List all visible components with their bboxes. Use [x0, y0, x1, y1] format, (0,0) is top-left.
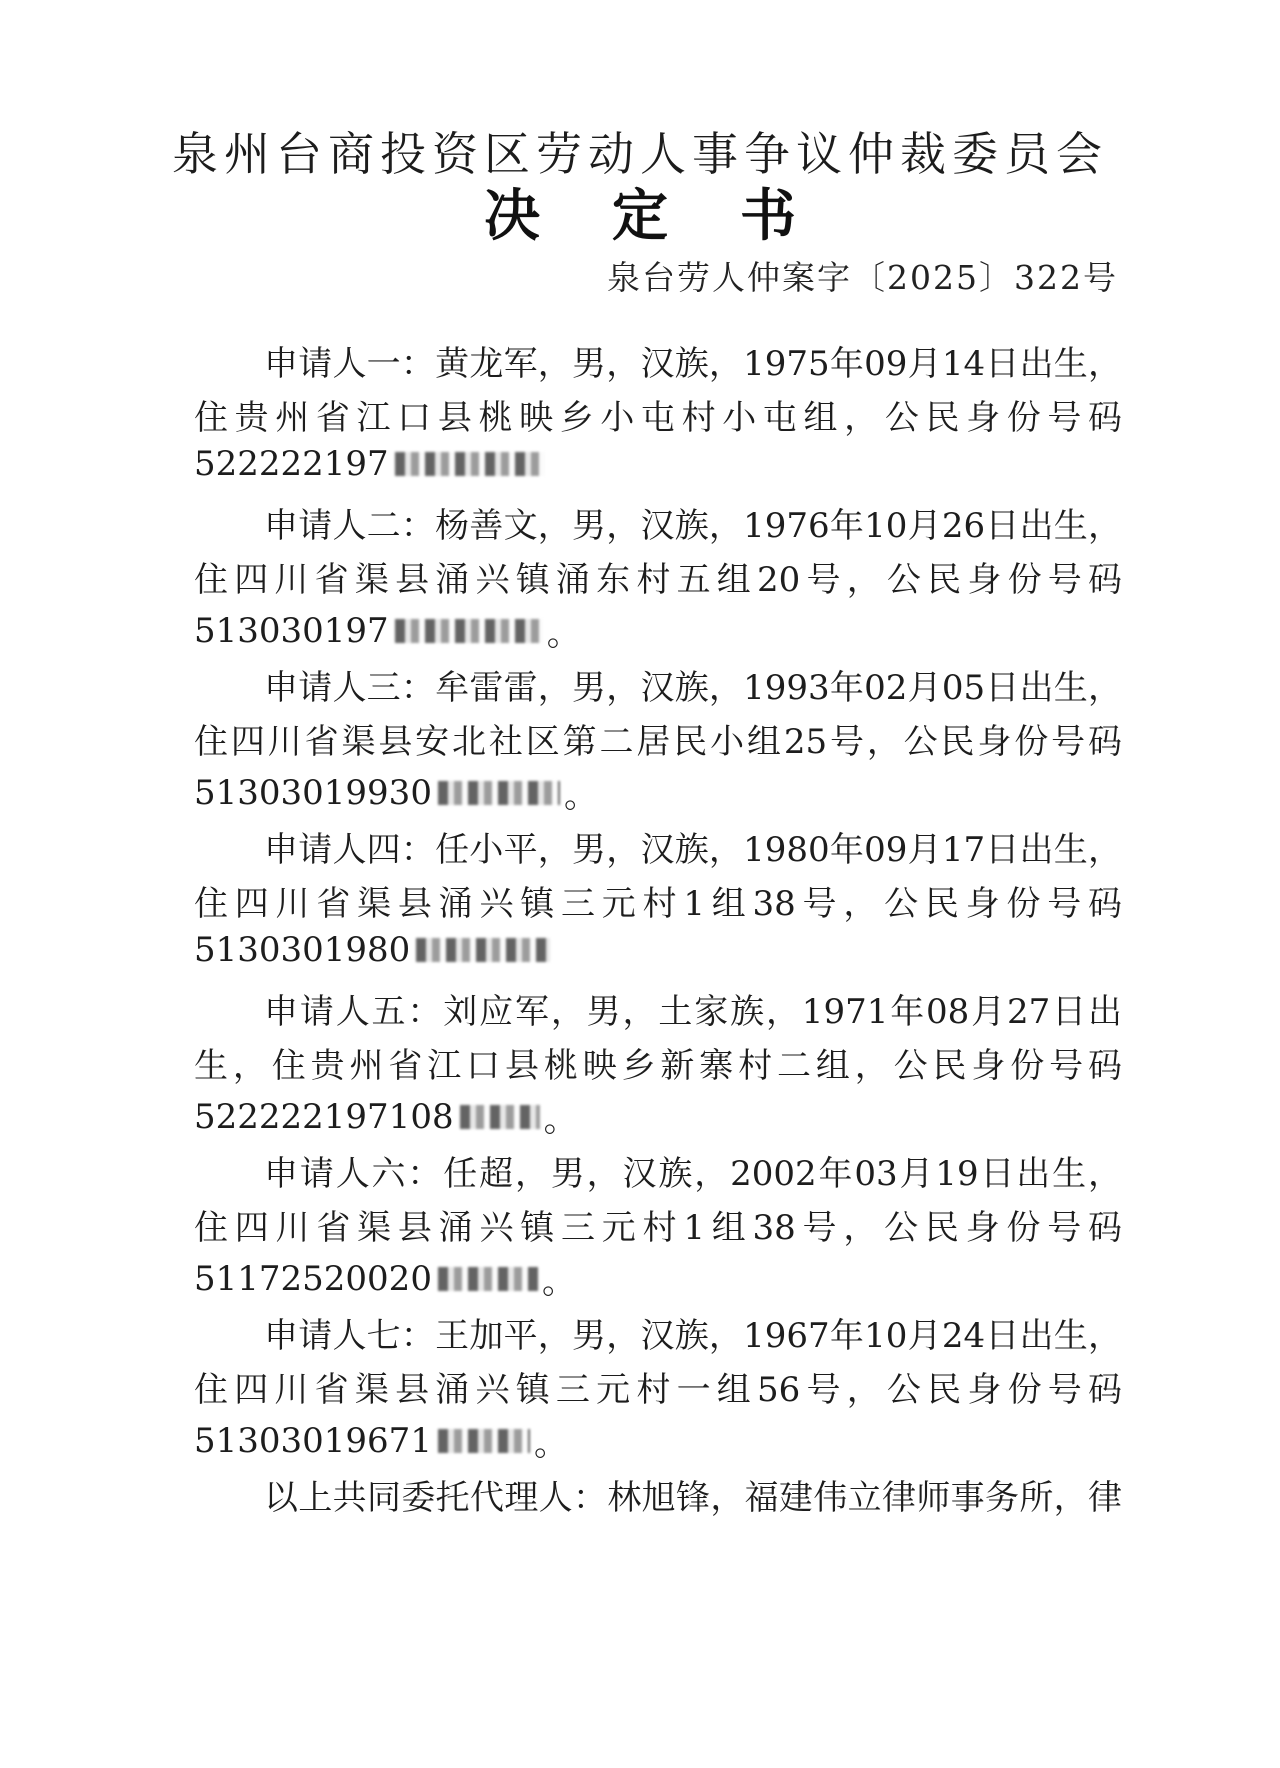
applicant-7-id-end: 。: [533, 1424, 568, 1464]
applicant-2-id-visible: 513030197: [194, 610, 389, 651]
applicant-4-id: [194, 930, 554, 970]
applicant-3-id-end: 。: [563, 776, 598, 816]
redaction-mosaic: [438, 1429, 530, 1453]
applicant-4-address: 住四川省渠县涌兴镇三元村1组38号，公民身份号码: [194, 884, 1122, 924]
applicant-5-id: [194, 1092, 578, 1141]
redaction-mosaic: [460, 1105, 540, 1129]
applicant-4-id-visible: 5130301980: [194, 930, 411, 970]
applicant-5-intro: 申请人五：刘应军，男，土家族，1971年08月27日出: [264, 992, 1122, 1032]
applicant-2-id-end: 。: [546, 614, 581, 654]
document-title: 决定书: [484, 183, 868, 249]
applicant-3-address: 住四川省渠县安北社区第二居民小组25号，公民身份号码: [194, 722, 1122, 762]
applicant-3-intro: 申请人三：牟雷雷，男，汉族，1993年02月05日出生，: [264, 668, 1122, 708]
agent-line: 以上共同委托代理人：林旭锋，福建伟立律师事务所，律: [264, 1478, 1122, 1518]
applicant-1-address: 住贵州省江口县桃映乡小屯村小屯组，公民身份号码: [194, 398, 1122, 438]
applicant-5-address: 生，住贵州省江口县桃映乡新寨村二组，公民身份号码: [194, 1046, 1122, 1086]
applicant-1-intro: 申请人一：黄龙军，男，汉族，1975年09月14日出生，: [264, 344, 1122, 384]
applicant-6-id: [194, 1254, 576, 1303]
applicant-2-id: [194, 606, 581, 655]
applicant-7-id: [194, 1416, 568, 1465]
applicant-5-id-end: 。: [543, 1100, 578, 1140]
applicant-1-id-visible: 522222197: [194, 444, 389, 484]
applicant-3-id-visible: 51303019930: [194, 772, 432, 813]
redaction-mosaic: [395, 452, 545, 476]
applicant-2-intro: 申请人二：杨善文，男，汉族，1976年10月26日出生，: [264, 506, 1122, 546]
case-number: 泉台劳人仲案字〔2025〕322号: [607, 258, 1118, 297]
applicant-7-address: 住四川省渠县涌兴镇三元村一组56号，公民身份号码: [194, 1370, 1122, 1410]
applicant-7-intro: 申请人七：王加平，男，汉族，1967年10月24日出生，: [264, 1316, 1122, 1356]
redaction-mosaic: [438, 1267, 538, 1291]
applicant-3-id: [194, 768, 598, 817]
redaction-mosaic: [395, 619, 543, 643]
applicant-6-intro: 申请人六：任超，男，汉族，2002年03月19日出生，: [264, 1154, 1122, 1194]
applicant-2-address: 住四川省渠县涌兴镇涌东村五组20号，公民身份号码: [194, 560, 1122, 600]
org-title: 泉州台商投资区劳动人事争议仲裁委员会: [172, 127, 1108, 181]
applicant-1-id: [194, 444, 549, 484]
applicant-6-id-visible: 51172520020: [194, 1258, 432, 1299]
applicant-4-intro: 申请人四：任小平，男，汉族，1980年09月17日出生，: [264, 830, 1122, 870]
redaction-mosaic: [416, 938, 550, 962]
applicant-6-address: 住四川省渠县涌兴镇三元村1组38号，公民身份号码: [194, 1208, 1122, 1248]
applicant-6-id-end: 。: [541, 1262, 576, 1302]
redaction-mosaic: [438, 781, 560, 805]
applicant-7-id-visible: 51303019671: [194, 1420, 432, 1461]
applicant-5-id-visible: 522222197108: [194, 1096, 454, 1137]
